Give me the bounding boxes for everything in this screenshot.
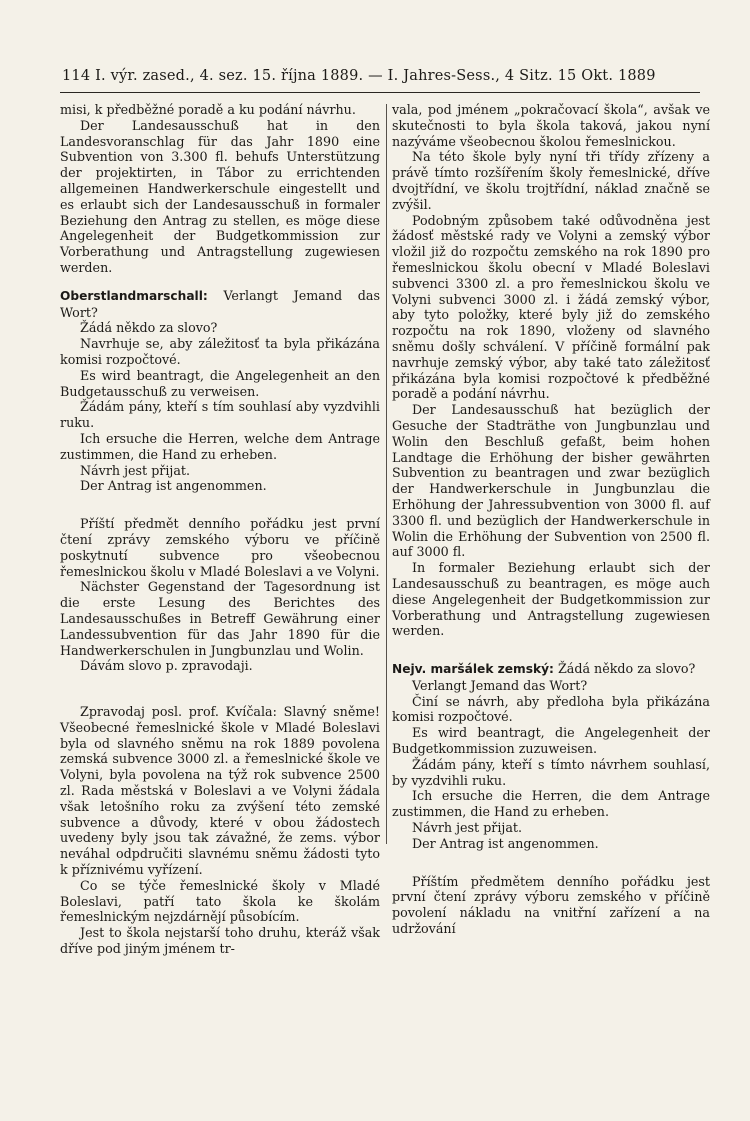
paragraph: misi, k předběžné poradě a ku podání návrhu.	[60, 102, 356, 117]
header-rule	[60, 92, 700, 93]
paragraph: Jest to škola nejstarší toho druhu, kteráž však dříve pod jiným jménem tr-	[60, 925, 380, 957]
paragraph: Es wird beantragt, die Angelegenheit an den Budgetausschuß zu verweisen.	[60, 367, 380, 399]
paragraph: Na této škole byly nyní tři třídy zřízeny a právě tímto rozšířením školy řemeslnické, dříve dvojtřídní, ve školu trojtřídní, náklad značně se zvýšil.	[392, 149, 710, 212]
paragraph: Příštím předmětem denního pořádku jest první čtení zprávy výboru zemského v příčině povolení nákladu na vnitřní zařízení a na udržování	[392, 873, 710, 937]
paragraph: Žádá někdo za slovo?	[80, 320, 218, 336]
paragraph: Es wird beantragt, die Angelegenheit der Budgetkommission zuzuweisen.	[392, 725, 710, 757]
paragraph: Der Antrag ist angenommen.	[80, 478, 267, 494]
paragraph: Žádám pány, kteří s tím souhlasí aby vyzdvihli ruku.	[60, 399, 380, 431]
paragraph: Zpravodaj posl. prof. Kvíčala: Slavný sněme! Všeobecné řemeslnické škole v Mladé Boleslavi byla od slavného sněmu na rok 1889 povolena zemská subvence 3000 zl. a řemeslnické škole ve Volyni, byla povolena na týž rok subvence 2500 zl. Rada městská v Boleslavi a ve Volyni žádala však letošního roku za zvýšení této zemské subvence a důvody, které v obou žádostech uvedeny byly jsou tak závažné, že zems. výbor neváhal odpdručiti slavnému sněmu žádosti tyto k příznivému vyřízení.	[60, 704, 380, 878]
paragraph: Der Landesausschuß hat bezüglich der Gesuche der Stadträthe von Jungbunzlau und Wolin den Beschluß gefaßt, beim hohen Landtage die Erhöhung der bisher gewährten Subvention zu beantragen und zwar bezüglich der Handwerkerschule in Jungbunzlau die Erhöhung der Jahressubvention von 3000 fl. auf 3300 fl. und bezüglich der Handwerkerschule in Wolin die Erhöhung der Subvention von 2500 fl. auf 3000 fl.	[392, 402, 710, 560]
paragraph: Verlangt Jemand das Wort?	[412, 677, 588, 693]
paragraph: Der Landesausschuß hat in den Landesvoranschlag für das Jahr 1890 eine Subvention von 3.300 fl. behufs Unterstützung der projektirten, in Tábor zu errichtenden allgemeinen Handwerkerschule eingestellt und es erlaubt sich der Landesausschuß in formaler Beziehung den Antrag zu stellen, es möge diese Angelegenheit der Budgetkommission zur Vorberathung und Antragstellung zugewiesen werden.	[60, 117, 380, 275]
paragraph: Der Antrag ist angenommen.	[412, 835, 599, 851]
paragraph: vala, pod jménem „pokračovací škola“, avšak ve skutečnosti to byla škola taková, jakou nyní nazýváme všeobecnou školou řemeslnickou.	[392, 102, 710, 149]
paragraph: Činí se návrh, aby předloha byla přikázána komisi rozpočtové.	[392, 693, 710, 725]
paragraph: Návrh jest přijat.	[412, 820, 523, 836]
column-divider	[386, 104, 387, 844]
speaker-name: Oberstlandmarschall:	[60, 288, 208, 303]
left-column	[60, 102, 380, 957]
paragraph: Příští předmět denního pořádku jest první čtení zprávy zemského výboru ve příčině poskytnutí subvence pro všeobecnou řemeslnickou školu v Mladé Boleslavi a ve Volyni.	[60, 516, 380, 579]
paragraph: Ich ersuche die Herren, die dem Antrage zustimmen, die Hand zu erheben.	[392, 788, 710, 820]
paragraph: Nächster Gegenstand der Tagesordnung ist die erste Lesung des Berichtes des Landesausschußes in Betreff Gewährung einer Landessubvention für das Jahr 1890 für die Handwerkerschulen in Jungbunzlau und Wolin.	[60, 579, 380, 658]
paragraph: Dávám slovo p. zpravodaji.	[80, 658, 253, 674]
running-header: 114 I. výr. zased., 4. sez. 15. října 1889. — I. Jahres-Sess., 4 Sitz. 15 Okt. 1889	[62, 68, 656, 84]
paragraph: Podobným způsobem také odůvodněna jest žádosť městské rady ve Volyni a zemský výbor vložil již do rozpočtu zemského na rok 1890 pro řemeslnickou školu obecní v Mladé Boleslavi subvenci 3300 zl. a pro řemeslnickou školu ve Volyni subvenci 3000 zl. i žádá zemský výbor, aby tyto položky, které byly již do zemského rozpočtu na rok 1890, vloženy od slavného sněmu došly schválení. V příčině formální pak navrhuje zemský výbor, aby také tato záležitosť přikázána byla komisi rozpočtové k předběžné poradě a podání návrhu.	[392, 212, 710, 402]
speaker-paragraph: Nejv. maršálek zemský: Žádá někdo za slovo?	[392, 661, 696, 677]
paragraph: Ich ersuche die Herren, welche dem Antrage zustimmen, die Hand zu erheben.	[60, 430, 380, 462]
paragraph: Žádám pány, kteří s tímto návrhem souhlasí, by vyzdvihli ruku.	[392, 756, 710, 788]
speaker-paragraph: Oberstlandmarschall: Verlangt Jemand das Wort?	[60, 287, 380, 320]
paragraph: Navrhuje se, aby záležitosť ta byla přikázána komisi rozpočtové.	[60, 336, 380, 367]
paragraph: Návrh jest přijat.	[80, 462, 191, 478]
right-column	[392, 102, 710, 937]
paragraph: Co se týče řemeslnické školy v Mladé Boleslavi, patří tato škola ke školám řemeslnickým nejzdárnějí působícím.	[60, 877, 380, 925]
speaker-name: Nejv. maršálek zemský:	[392, 662, 554, 677]
paragraph: In formaler Beziehung erlaubt sich der Landesausschuß zu beantragen, es möge auch diese Angelegenheit der Budgetkommission zur Vorberathung und Antragstellung zugewiesen werden.	[392, 560, 710, 639]
